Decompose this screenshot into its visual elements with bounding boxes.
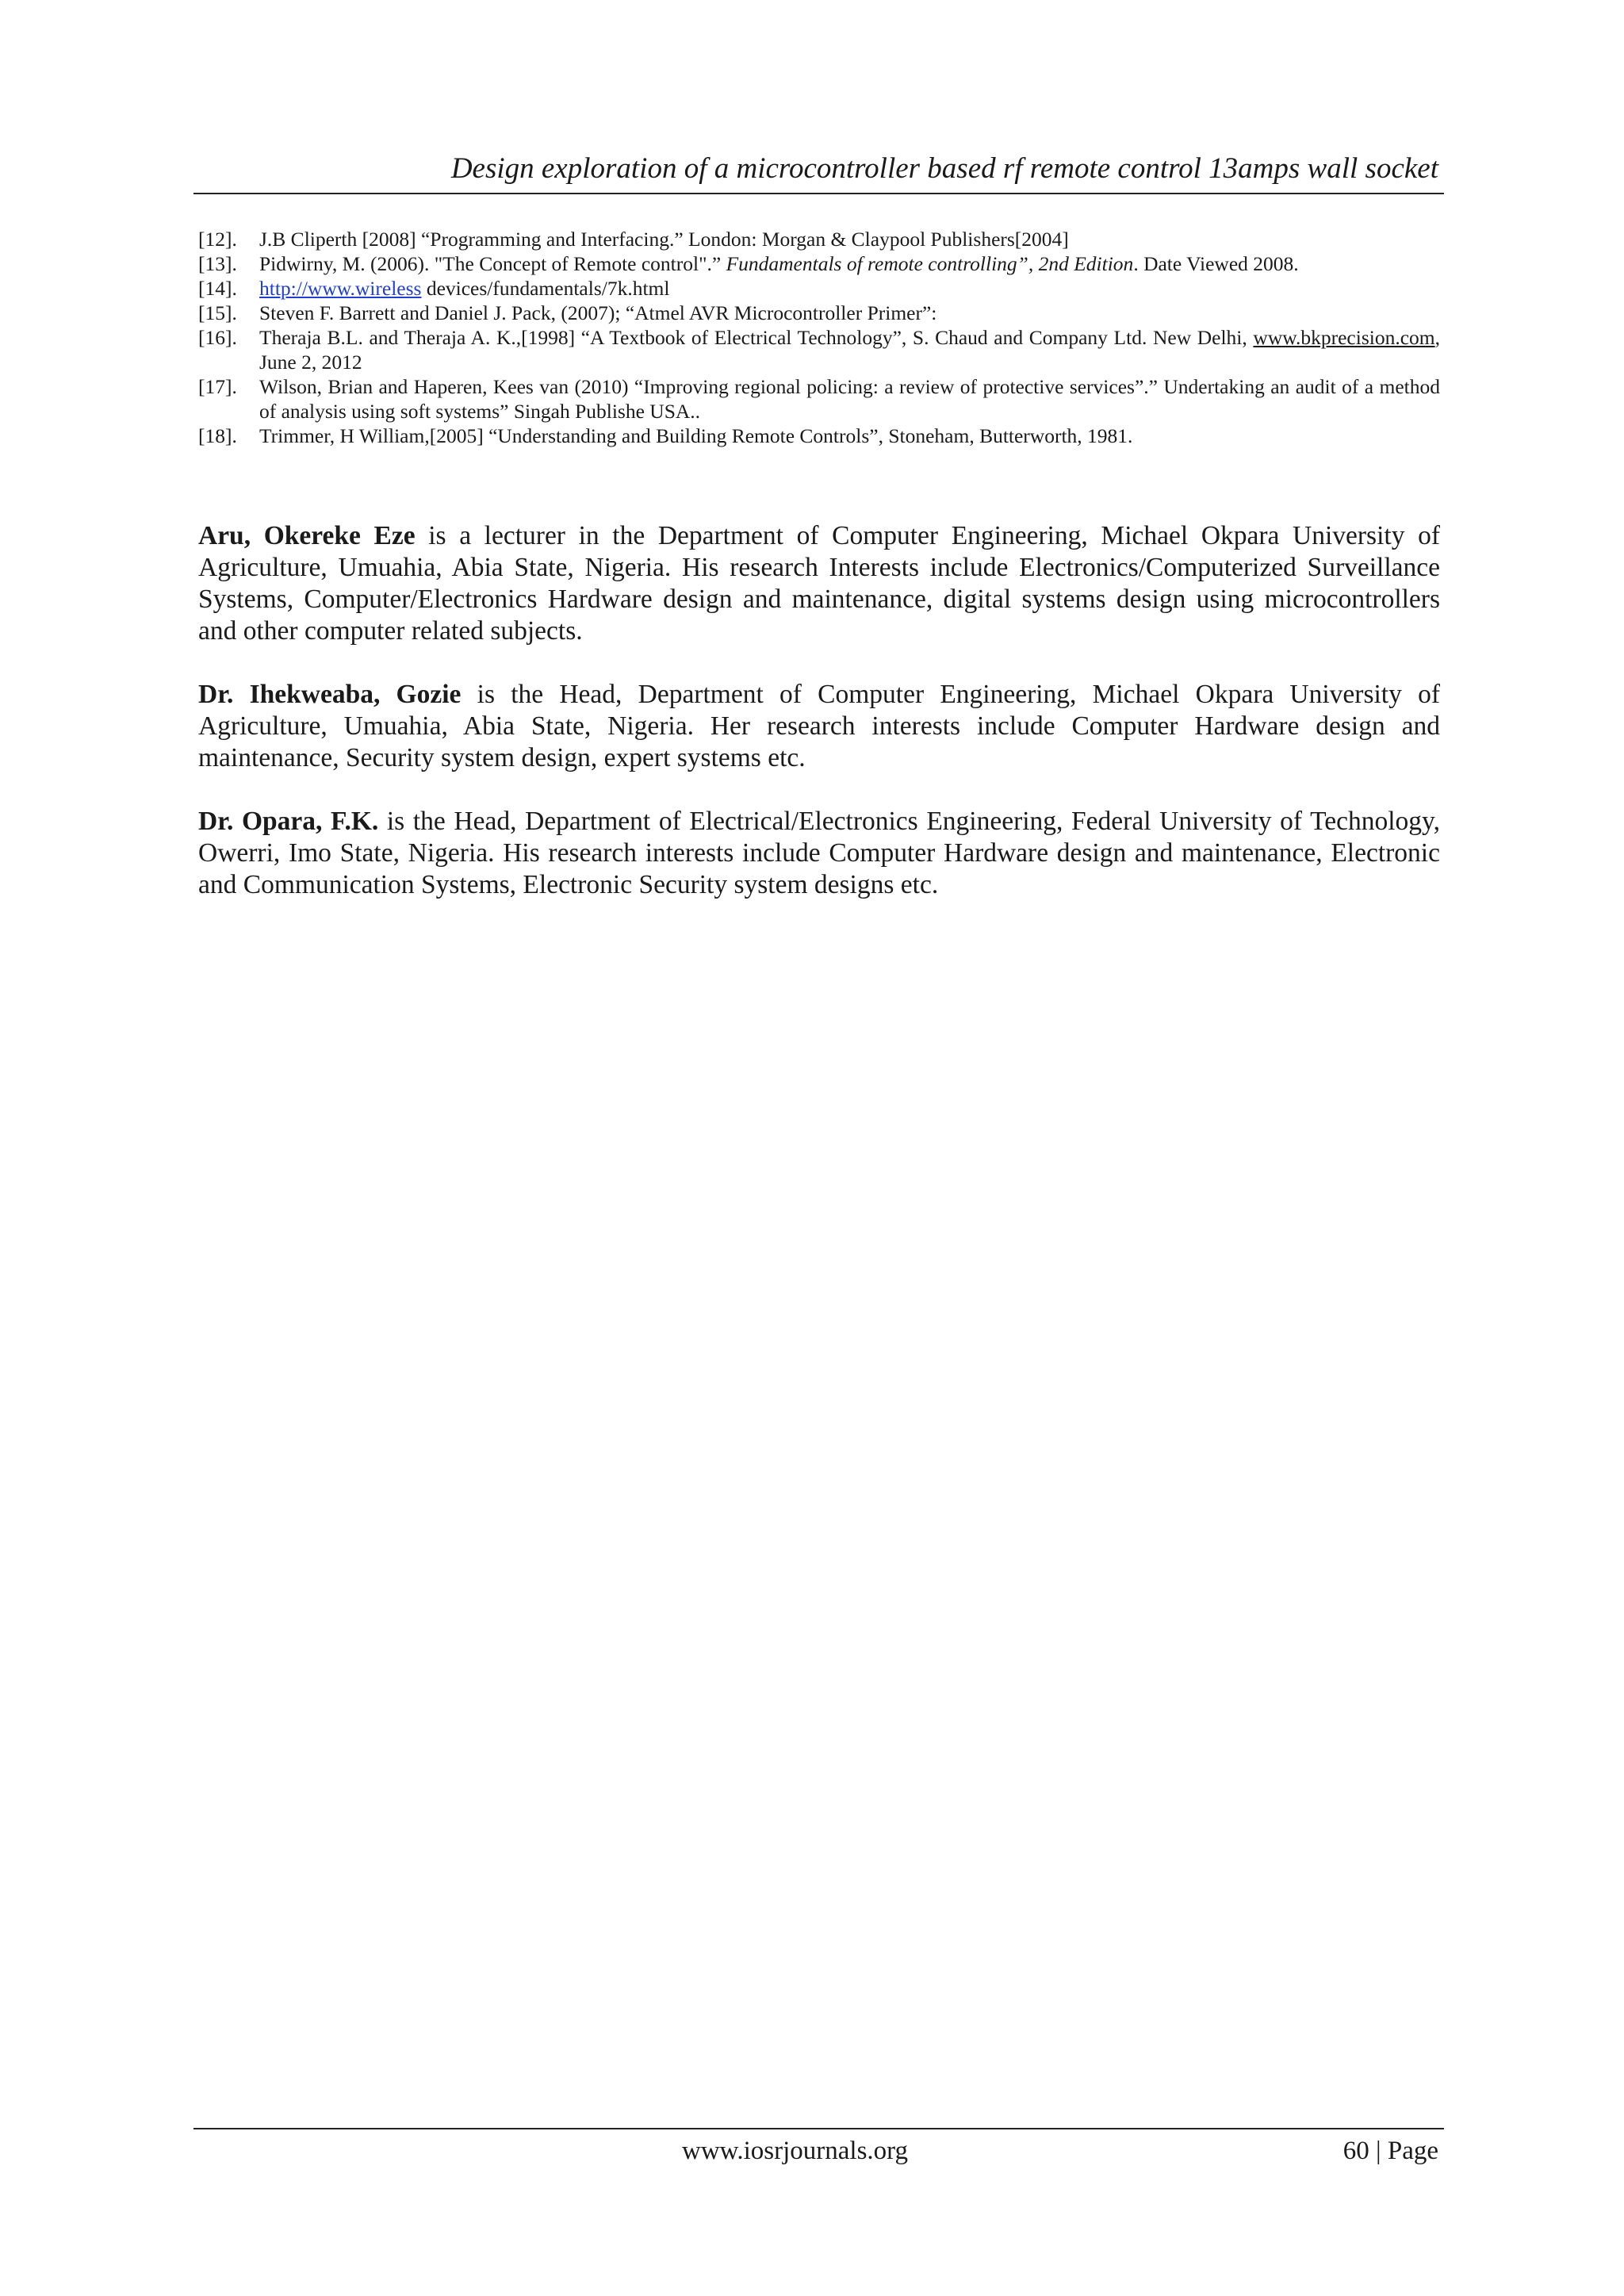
reference-item: [198, 251, 1440, 276]
reference-number: [16].: [198, 326, 237, 349]
reference-text: Wilson, Brian and Haperen, Kees van (2010) “Improving regional policing: a review of protective services”.” Undertaking an audit of a method of analysis using soft systems” Singah Publishe USA..: [259, 375, 1440, 423]
header-divider: [193, 193, 1444, 194]
reference-number: [18].: [198, 424, 237, 447]
reference-item: [198, 374, 1440, 424]
reference-number: [13].: [198, 252, 237, 275]
reference-text: Trimmer, H William,[2005] “Understanding and Building Remote Controls”, Stoneham, Butterworth, 1981.: [259, 424, 1133, 447]
reference-item: [198, 227, 1440, 251]
reference-text: Steven F. Barrett and Daniel J. Pack, (2007); “Atmel AVR Microcontroller Primer”:: [259, 301, 937, 324]
reference-item: [198, 325, 1440, 374]
author-bio-text: is the Head, Department of Computer Engineering, Michael Okpara University of Agriculture, Umuahia, Abia State, Nigeria. Her research interests include Computer Hardware design and maintenance, Security system design, expert systems etc.: [198, 680, 1440, 772]
running-header-title: Design exploration of a microcontroller based rf remote control 13amps wall socket: [450, 152, 1438, 185]
reference-text-part: Theraja B.L. and Theraja A. K.,[1998] “A Textbook of Electrical Technology”, S. Chaud and Company Ltd. New Delhi,: [259, 326, 1254, 349]
reference-text-part: Pidwirny, M. (2006). "The Concept of Remote control".”: [259, 252, 726, 275]
reference-item: [198, 424, 1440, 448]
author-name: Aru, Okereke Eze: [198, 521, 416, 550]
reference-number: [12].: [198, 228, 237, 251]
reference-text: J.B Cliperth [2008] “Programming and Interfacing.” London: Morgan & Claypool Publishers[2004]: [259, 228, 1069, 251]
author-name: Dr. Opara, F.K.: [198, 807, 379, 836]
reference-hyperlink[interactable]: www.bkprecision.com: [1253, 326, 1435, 349]
author-bio-text: is the Head, Department of Electrical/Electronics Engineering, Federal University of Technology, Owerri, Imo State, Nigeria. His research interests include Computer Hardware design and maintenance, Electronic and Communication Systems, Electronic Security system designs etc.: [198, 807, 1440, 899]
reference-item: [198, 301, 1440, 325]
reference-number: [17].: [198, 375, 237, 398]
reference-number: [14].: [198, 277, 237, 300]
author-bio: [198, 520, 1440, 647]
author-bio: [198, 679, 1440, 774]
reference-text-part: . Date Viewed 2008.: [1133, 252, 1299, 275]
reference-text: [259, 276, 1440, 301]
reference-italic-title: Fundamentals of remote controlling”, 2nd Edition: [726, 252, 1134, 275]
reference-hyperlink[interactable]: http://www.wireless: [259, 277, 422, 300]
author-name: Dr. Ihekweaba, Gozie: [198, 680, 462, 709]
reference-number: [15].: [198, 301, 237, 324]
reference-text-part: devices/fundamentals/7k.html: [421, 277, 670, 300]
author-bio-text: is a lecturer in the Department of Computer Engineering, Michael Okpara University of Agriculture, Umuahia, Abia State, Nigeria. His research Interests include Electronics/Computerized Surveillance Systems, Computer/Electronics Hardware design and maintenance, digital systems design using microcontrollers and other computer related subjects.: [198, 521, 1440, 646]
footer-page-number: 60 | Page: [1342, 2137, 1438, 2165]
references-list: [198, 227, 1440, 448]
reference-text-part: , June 2, 2012: [259, 326, 1440, 374]
reference-item: [198, 276, 1440, 301]
author-biographies: [198, 520, 1440, 933]
footer-divider: [193, 2128, 1444, 2129]
reference-text: [259, 325, 1440, 374]
author-bio: [198, 806, 1440, 901]
reference-text: [259, 251, 1440, 276]
footer-website[interactable]: www.iosrjournals.org: [682, 2137, 909, 2165]
